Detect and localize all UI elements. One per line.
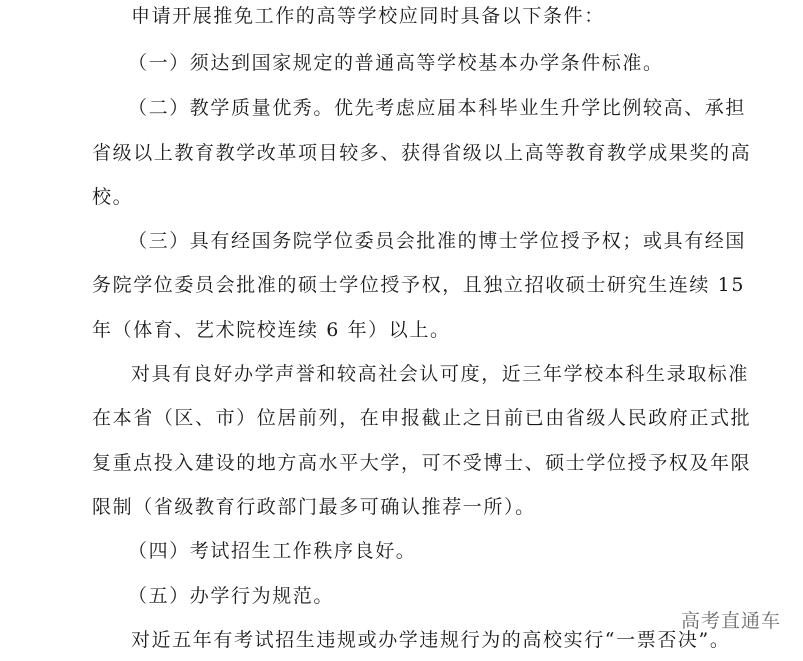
doc-line: 对具有良好办学声誉和较高社会认可度，近三年学校本科生录取标准 (131, 363, 750, 385)
doc-line: （五）办学行为规范。 (128, 585, 335, 607)
doc-line: （三）具有经国务院学位委员会批准的博士学位授予权；或具有经国 (128, 230, 747, 252)
doc-line: 复重点投入建设的地方高水平大学，可不受博士、硕士学位授予权及年限 (92, 452, 752, 474)
doc-line: 务院学位委员会批准的硕士学位授予权，且独立招收硕士研究生连续 15 (92, 274, 746, 296)
doc-line: 年（体育、艺术院校连续 6 年）以上。 (92, 319, 451, 341)
doc-line: 校。 (92, 186, 134, 208)
doc-line: 限制（省级教育行政部门最多可确认推荐一所）。 (92, 496, 536, 518)
doc-line: （四）考试招生工作秩序良好。 (128, 540, 417, 562)
doc-line: 申请开展推免工作的高等学校应同时具备以下条件： (131, 5, 605, 27)
doc-line: 在本省（区、市）位居前列，在申报截止之日前已由省级人民政府正式批 (92, 407, 752, 429)
doc-line: （二）教学质量优秀。优先考虑应届本科毕业生升学比例较高、承担 (128, 97, 747, 119)
doc-line: （一）须达到国家规定的普通高等学校基本办学条件标准。 (128, 52, 664, 74)
doc-line: 省级以上教育教学改革项目较多、获得省级以上高等教育教学成果奖的高 (92, 142, 752, 164)
watermark-label: 高考直通车 (680, 610, 781, 632)
doc-line: 对近五年有考试招生违规或办学违规行为的高校实行“一票否决”。 (131, 629, 731, 651)
